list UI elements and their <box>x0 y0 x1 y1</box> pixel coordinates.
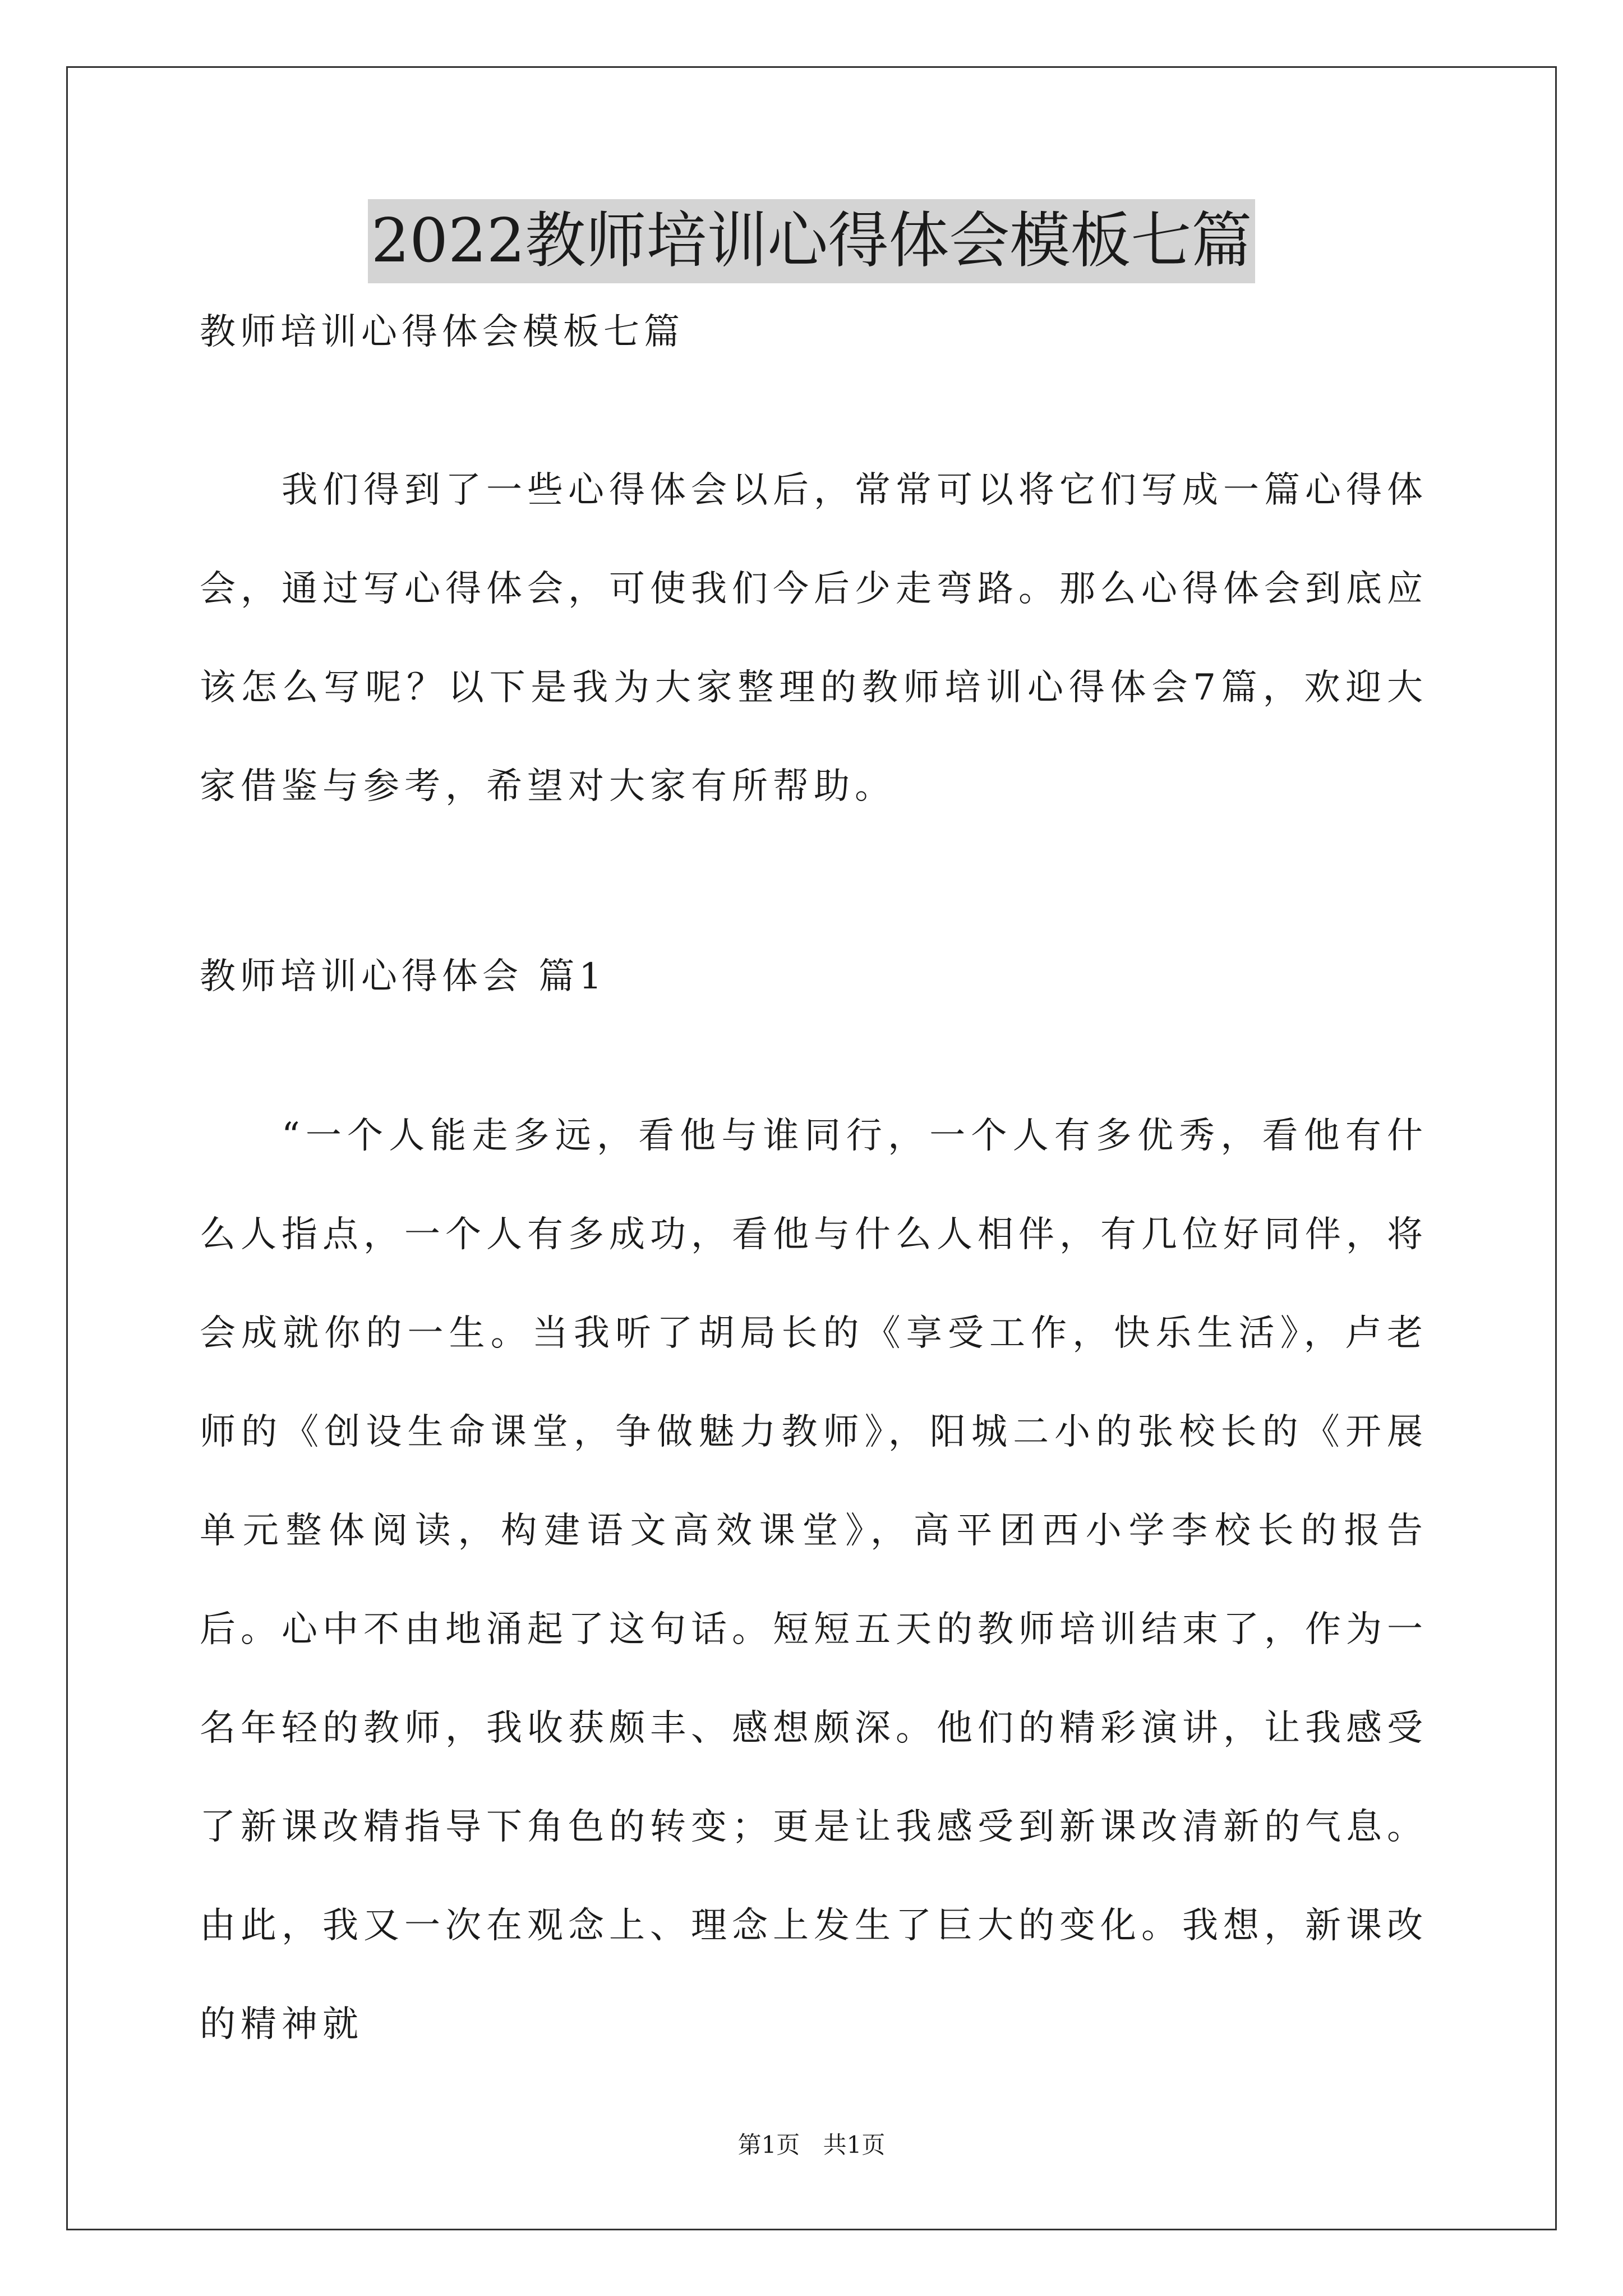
document-title: 2022教师培训心得体会模板七篇 <box>368 199 1256 283</box>
page-footer <box>0 2128 1623 2162</box>
title-container <box>0 199 1623 283</box>
document-subtitle: 教师培训心得体会模板七篇 <box>200 311 684 353</box>
intro-paragraph: 我们得到了一些心得体会以后，常常可以将它们写成一篇心得体会，通过写心得体会，可使我们今后少走弯路。那么心得体会到底应该怎么写呢？以下是我为大家整理的教师培训心得体会7篇，欢迎大家借鉴与参考，希望对大家有所帮助。 <box>200 470 1428 807</box>
section-1-heading: 教师培训心得体会 篇1 <box>200 956 607 997</box>
page-total: 共1页 <box>823 2131 886 2159</box>
section-1-paragraph: “一个人能走多远，看他与谁同行，一个人有多优秀，看他有什么人指点，一个人有多成功，看他与什么人相伴，有几位好同伴，将会成就你的一生。当我听了胡局长的《享受工作，快乐生活》，卢老师的《创设生命课堂，争做魅力教师》，阳城二小的张校长的《开展单元整体阅读，构建语文高效课堂》，高平团西小学李校长的报告后。心中不由地涌起了这句话。短短五天的教师培训结束了，作为一名年轻的教师，我收获颇丰、感想颇深。他们的精彩演讲，让我感受了新课改精指导下角色的转变；更是让我感受到新课改清新的气息。由此，我又一次在观念上、理念上发生了巨大的变化。我想，新课改的精神就 <box>200 1115 1428 2045</box>
page-number: 第1页 <box>737 2131 800 2159</box>
